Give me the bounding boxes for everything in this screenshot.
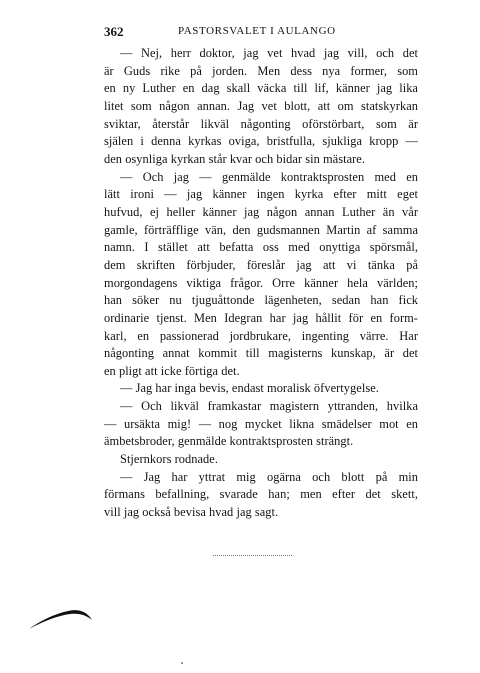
text-line: namn. I stället att befatta oss med onyttiga spörsmål, <box>104 240 418 255</box>
text-line: någonting annat kommit till magisterns kunskap, är det <box>104 346 418 361</box>
text-line: förmans befallning, svarade han; men efter det skett, <box>104 487 418 502</box>
text-line: vill jag också bevisa hvad jag sagt. <box>104 505 279 520</box>
running-head: PASTORSVALET I AULANGO <box>178 25 336 37</box>
text-line: — Jag har inga bevis, endast moralisk öfvertygelse. <box>120 381 379 396</box>
text-line: morgondagens viktiga frågor. Orre känner hela världen; <box>104 275 418 290</box>
text-line: ämbetsbroder, genmälde kontraktsprosten strängt. <box>104 434 354 449</box>
text-line: gamle, förträfflige vän, den gudsmannen Martin af samma <box>104 222 418 237</box>
text-line: litet som någon annan. Jag vet blott, att om statskyrkan <box>104 98 418 113</box>
footer-rule <box>213 555 292 556</box>
ink-speck <box>181 662 183 664</box>
text-line: han söker nu tjuguåttonde lägenheten, sedan han fick <box>104 293 418 308</box>
text-line: lätt ironi — jag känner ingen kyrka efter mitt eget <box>104 187 418 202</box>
body-text <box>104 45 418 522</box>
page-number: 362 <box>104 24 124 39</box>
text-line: — Jag har yttrat mig ogärna och blott på min <box>120 469 418 484</box>
text-line: själen i denna kyrkas oviga, bristfulla, sjukliga kropp — <box>104 134 418 149</box>
page-header <box>104 24 418 40</box>
text-line: — Och jag — genmälde kontraktsprosten med en <box>120 169 418 184</box>
text-line: — Och likväl framkastar magistern yttranden, hvilka <box>120 399 418 414</box>
text-line: karl, en passionerad jordbrukare, ingenting värre. Har <box>104 328 418 343</box>
text-line: — Nej, herr doktor, jag vet hvad jag vill, och det <box>120 46 418 60</box>
text-line: hufvud, ej heller känner jag någon annan Luther än vår <box>104 204 418 219</box>
text-line: — ursäkta mig! — nog mycket likna smädelser mot en <box>104 416 418 431</box>
text-line: Stjernkors rodnade. <box>120 452 218 467</box>
text-line: en pligt att icke förtiga det. <box>104 363 240 378</box>
text-line: sviktar, återstår likväl någonting oförstörbart, som är <box>104 116 418 131</box>
text-line: ordinarie tjenst. Men Idegran har jag hållit för en form- <box>104 310 418 325</box>
text-line: dem skriften förbjuder, föreslår jag att vi tänka på <box>104 257 418 272</box>
text-line: en ny Luther en dag skall väcka till lif, känner jag lika <box>104 81 418 96</box>
ink-flourish <box>26 606 94 632</box>
text-line: den osynliga kyrkan står kvar och bidar sin mästare. <box>104 151 366 166</box>
text-line: är Guds rike på jorden. Men dess nya former, som <box>104 63 418 78</box>
